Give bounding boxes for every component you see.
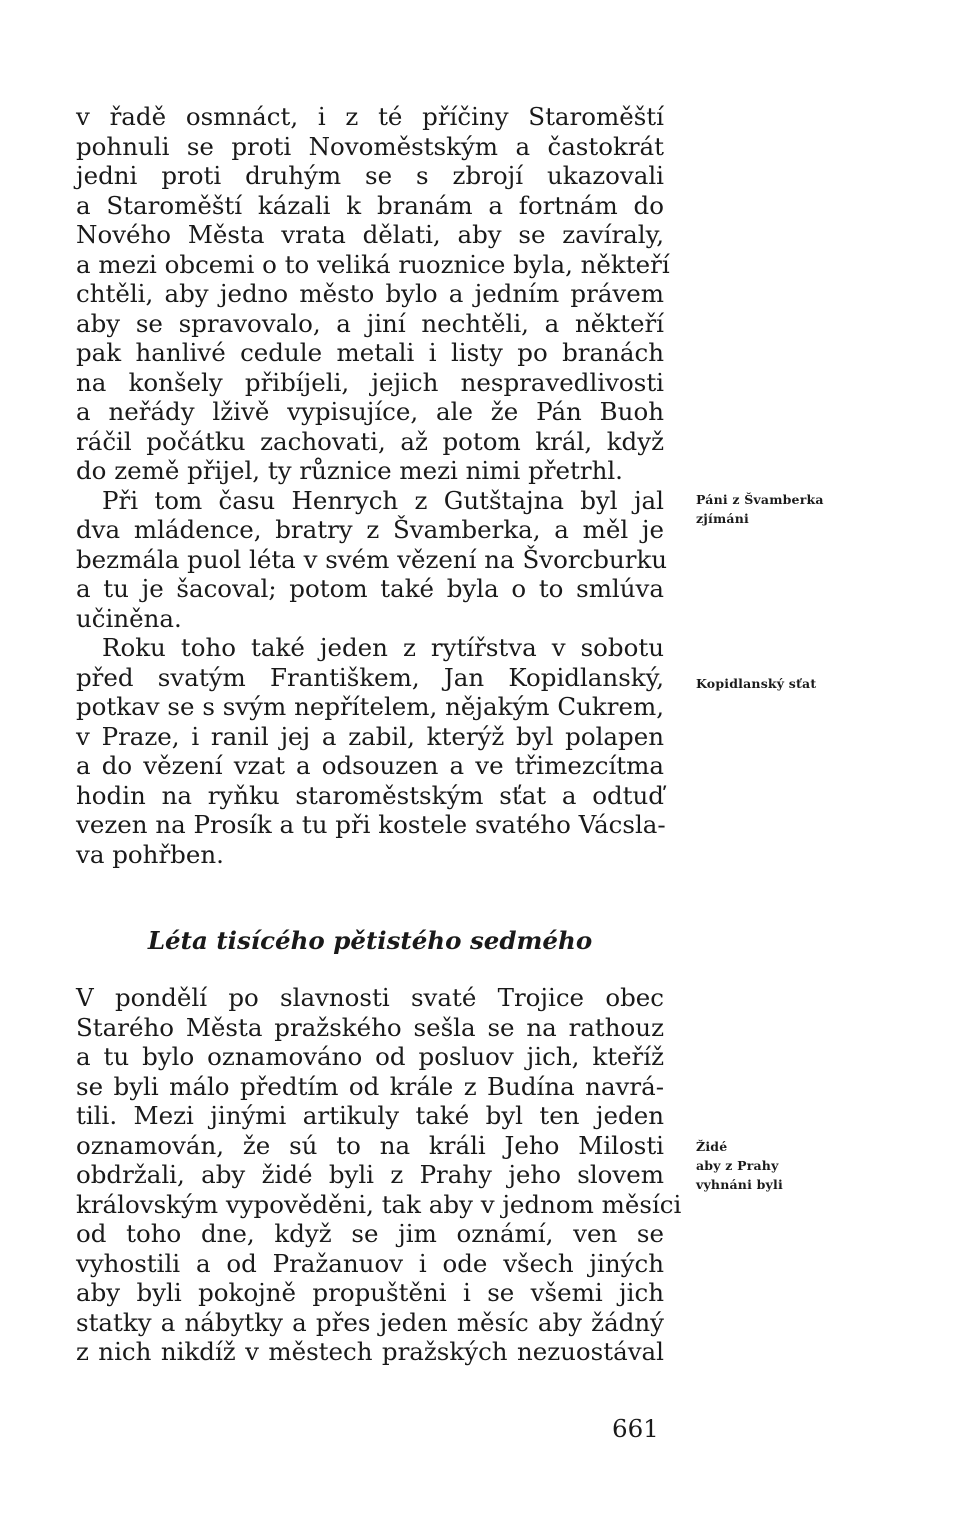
margin-note-svamberk — [696, 490, 866, 528]
main-text-section-1 — [76, 102, 670, 869]
text-line: a neřády lživě vypisujíce, ale že Pán Buoh — [76, 397, 664, 426]
text-line: obdržali, aby židé byli z Prahy jeho slovem — [76, 1160, 664, 1189]
text-line: do země přijel, ty různice mezi nimi přetrhl. — [76, 456, 623, 485]
main-text-section-2 — [76, 983, 682, 1367]
text-line: a tu bylo oznamováno od posluov jich, kteříž — [76, 1042, 664, 1071]
paragraph-3 — [76, 633, 664, 869]
text-line: a Staroměští kázali k branám a fortnám do — [76, 190, 664, 220]
margin-note-line: Páni z Švamberka — [696, 492, 824, 507]
text-line: v řadě osmnáct, i z té příčiny Staroměští — [76, 102, 664, 131]
margin-note-kopidlansky — [696, 674, 866, 693]
text-line: hodin na ryňku staroměstským sťat a odtuď — [76, 780, 664, 810]
text-line: z nich nikdíž v městech pražských nezuostával — [76, 1337, 664, 1366]
text-line: na konšely přibíjeli, jejich nespravedlivosti — [76, 367, 664, 397]
text-line: a mezi obcemi o to veliká ruoznice byla, někteří — [76, 249, 670, 279]
text-line: a do vězení vzat a odsouzen a ve třimezcítma — [76, 751, 664, 780]
text-line: vezen na Prosík a tu při kostele svatého Vácsla- — [76, 810, 666, 839]
margin-note-line: zjímáni — [696, 511, 749, 526]
text-line: va pohřben. — [76, 839, 224, 869]
paragraph-1 — [76, 102, 670, 486]
text-line: Starého Města pražského sešla se na rathouz — [76, 1012, 664, 1042]
text-line: Nového Města vrata dělati, aby se zavíraly, — [76, 220, 664, 249]
page-number: 661 — [612, 1414, 659, 1443]
section-heading: Léta tisícého pětistého sedmého — [147, 926, 593, 955]
text-line: V pondělí po slavnosti svaté Trojice obec — [76, 983, 664, 1012]
margin-note-line: vyhnáni byli — [696, 1177, 783, 1192]
text-line: tili. Mezi jinými artikuly také byl ten jeden — [76, 1101, 664, 1130]
margin-note-line: aby z Prahy — [696, 1158, 779, 1173]
text-line: statky a nábytky a přes jeden měsíc aby žádný — [76, 1307, 664, 1337]
text-line: aby se spravovalo, a jiní nechtěli, a někteří — [76, 308, 664, 338]
text-line: jedni proti druhým se s zbrojí ukazovali — [76, 161, 664, 190]
text-line: Při tom času Henrych z Gutštajna byl jal — [102, 485, 664, 515]
text-line: královským vypověděni, tak aby v jednom měsíci — [76, 1189, 682, 1219]
text-line: před svatým Františkem, Jan Kopidlanský, — [76, 662, 664, 692]
paragraph-2 — [76, 485, 668, 634]
text-line: pohnuli se proti Novoměstským a častokrát — [76, 131, 664, 161]
text-line: oznamován, že sú to na králi Jeho Milosti — [76, 1130, 664, 1160]
text-line: pak hanlivé cedule metali i listy po branách — [76, 338, 664, 367]
text-line: Roku toho také jeden z rytířstva v sobotu — [102, 633, 664, 662]
text-line: učiněna. — [76, 603, 182, 633]
text-line: dva mládence, bratry z Švamberka, a měl je — [76, 515, 664, 544]
text-line: aby byli pokojně propuštěni i se všemi jich — [76, 1278, 664, 1307]
text-line: chtěli, aby jedno město bylo a jedním právem — [76, 279, 664, 308]
text-line: se byli málo předtím od krále z Budína navrá- — [76, 1071, 664, 1101]
text-line: vyhostili a od Pražanuov i ode všech jiných — [76, 1248, 664, 1278]
text-line: ráčil počátku zachovati, až potom král, když — [76, 426, 664, 456]
text-line: potkav se s svým nepřítelem, nějakým Cukrem, — [76, 692, 664, 721]
text-line: od toho dne, když se jim oznámí, ven se — [76, 1219, 664, 1248]
text-line: bezmála puol léta v svém vězení na Švorcburku — [76, 544, 668, 574]
margin-note-zide — [696, 1137, 866, 1194]
margin-note-line: Kopidlanský sťat — [696, 676, 817, 691]
text-line: a tu je šacoval; potom také byla o to smlúva — [76, 574, 664, 603]
margin-note-line: Židé — [696, 1139, 728, 1154]
text-line: v Praze, i ranil jej a zabil, kterýž byl polapen — [76, 721, 664, 751]
paragraph-4 — [76, 983, 682, 1367]
